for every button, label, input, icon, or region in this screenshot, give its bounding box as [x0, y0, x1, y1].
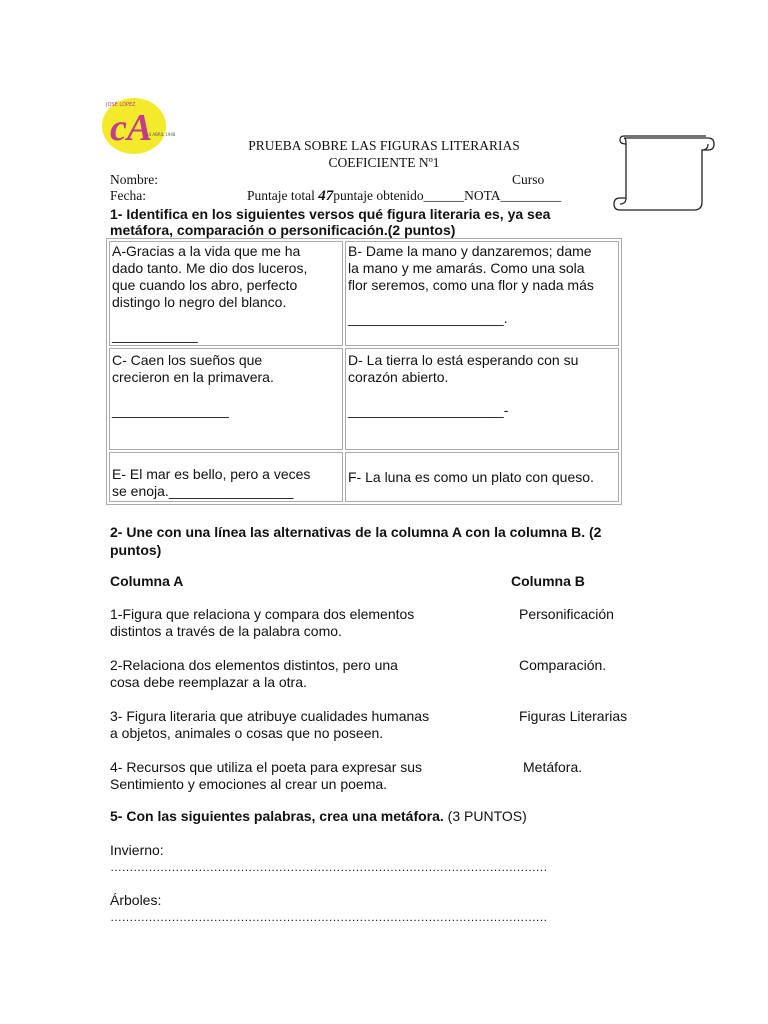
column-a-text: 2-Relaciona dos elementos distintos, pero una: [110, 657, 398, 673]
answer-dots[interactable]: ……………………………………………………………………………………………………: [110, 910, 547, 924]
page-subtitle: COEFICIENTE Nº1: [328, 155, 440, 170]
cell-a-line: que cuando los abro, perfecto: [112, 277, 298, 293]
column-b-item: Comparación.: [519, 657, 607, 673]
column-a-item: [110, 708, 429, 742]
question-5-points: (3 PUNTOS): [443, 808, 527, 824]
question-1-title: [110, 206, 610, 238]
cell-f-line: F- La luna es como un plato con queso.: [348, 468, 594, 485]
cell-c: [109, 348, 343, 450]
answer-blank[interactable]: ___________: [112, 327, 198, 343]
cell-b-line: flor seremos, como una flor y nada más: [348, 277, 594, 293]
cell-b-line: B- Dame la mano y danzaremos; dame: [348, 243, 592, 259]
answer-dots[interactable]: ……………………………………………………………………………………………………: [110, 860, 547, 874]
cell-d-line: D- La tierra lo está esperando con su: [348, 352, 579, 368]
logo-text-side: 14 ABRIL 1948: [146, 132, 176, 137]
cell-a-line: dado tanto. Me dio dos luceros,: [112, 260, 308, 276]
answer-blank[interactable]: ____________________.: [348, 310, 508, 326]
column-a-item: [110, 759, 422, 793]
logo-text-top: JOSÉ LOPEZ: [106, 102, 136, 108]
cell-e-line: E- El mar es bello, pero a veces: [112, 466, 311, 482]
column-b-header: Columna B: [511, 573, 585, 589]
question-2-title: [110, 523, 670, 559]
question-1-table: [106, 238, 622, 505]
word-arboles: Árboles:: [110, 892, 162, 908]
cell-a-line: distingo lo negro del blanco.: [112, 294, 287, 310]
logo-letters: cA: [110, 107, 153, 149]
question-5-title: [110, 808, 527, 824]
cell-d: [345, 348, 619, 450]
cell-a-line: A-Gracias a la vida que me ha: [112, 243, 301, 259]
column-a-header: Columna A: [110, 573, 184, 589]
column-b-item: Personificación: [519, 606, 614, 622]
nombre-label: Nombre:: [110, 172, 158, 187]
cell-e-line[interactable]: se enoja.________________: [112, 483, 294, 499]
word-invierno: Invierno:: [110, 842, 164, 858]
question-5-title-bold: 5- Con las siguientes palabras, crea una metáfora.: [110, 808, 444, 824]
column-b-item: Figuras Literarias: [519, 708, 628, 724]
puntaje-total-label: Puntaje total: [247, 188, 315, 203]
question-1-line1: 1- Identifica en los siguientes versos qué figura literaria es, ya sea: [110, 206, 551, 222]
puntaje-line: [247, 188, 561, 205]
column-a-text: cosa debe reemplazar a la otra.: [110, 674, 307, 690]
column-b-item: Metáfora.: [523, 759, 583, 775]
cell-c-line: crecieron en la primavera.: [112, 369, 274, 385]
cell-f: [345, 452, 619, 502]
cell-a: [109, 241, 343, 346]
page-title: PRUEBA SOBRE LAS FIGURAS LITERARIAS: [248, 138, 520, 153]
column-a-text: 3- Figura literaria que atribuye cualidades humanas: [110, 708, 430, 724]
cell-d-line: corazón abierto.: [348, 369, 449, 385]
question-2-line2: puntos): [110, 542, 162, 558]
curso-label: Curso: [512, 172, 545, 187]
answer-blank[interactable]: ____________________-: [348, 402, 509, 418]
question-2-line1: 2- Une con una línea las alternativas de la columna A con la columna B. (2: [110, 524, 602, 540]
puntaje-total-value: 47: [318, 188, 334, 204]
column-a-text: a objetos, animales o cosas que no poseen.: [110, 725, 384, 741]
column-a-text: 1-Figura que relaciona y compara dos elementos: [110, 606, 415, 622]
column-a-item: [110, 606, 414, 640]
cell-b: [345, 241, 619, 346]
fecha-label: Fecha:: [110, 188, 146, 203]
column-a-text: distintos a través de la palabra como.: [110, 623, 342, 639]
column-a-item: [110, 657, 398, 691]
column-a-text: 4- Recursos que utiliza el poeta para expresar sus: [110, 759, 423, 775]
cell-c-line: C- Caen los sueños que: [112, 352, 263, 368]
cell-e: [109, 452, 343, 502]
puntaje-obtenido-label: puntaje obtenido______NOTA_________: [333, 188, 562, 203]
column-a-text: Sentimiento y emociones al crear un poema.: [110, 776, 388, 792]
cell-b-line: la mano y me amarás. Como una sola: [348, 260, 585, 276]
answer-blank[interactable]: _______________: [112, 402, 229, 418]
question-1-line2: metáfora, comparación o personificación.(2 puntos): [110, 222, 456, 238]
